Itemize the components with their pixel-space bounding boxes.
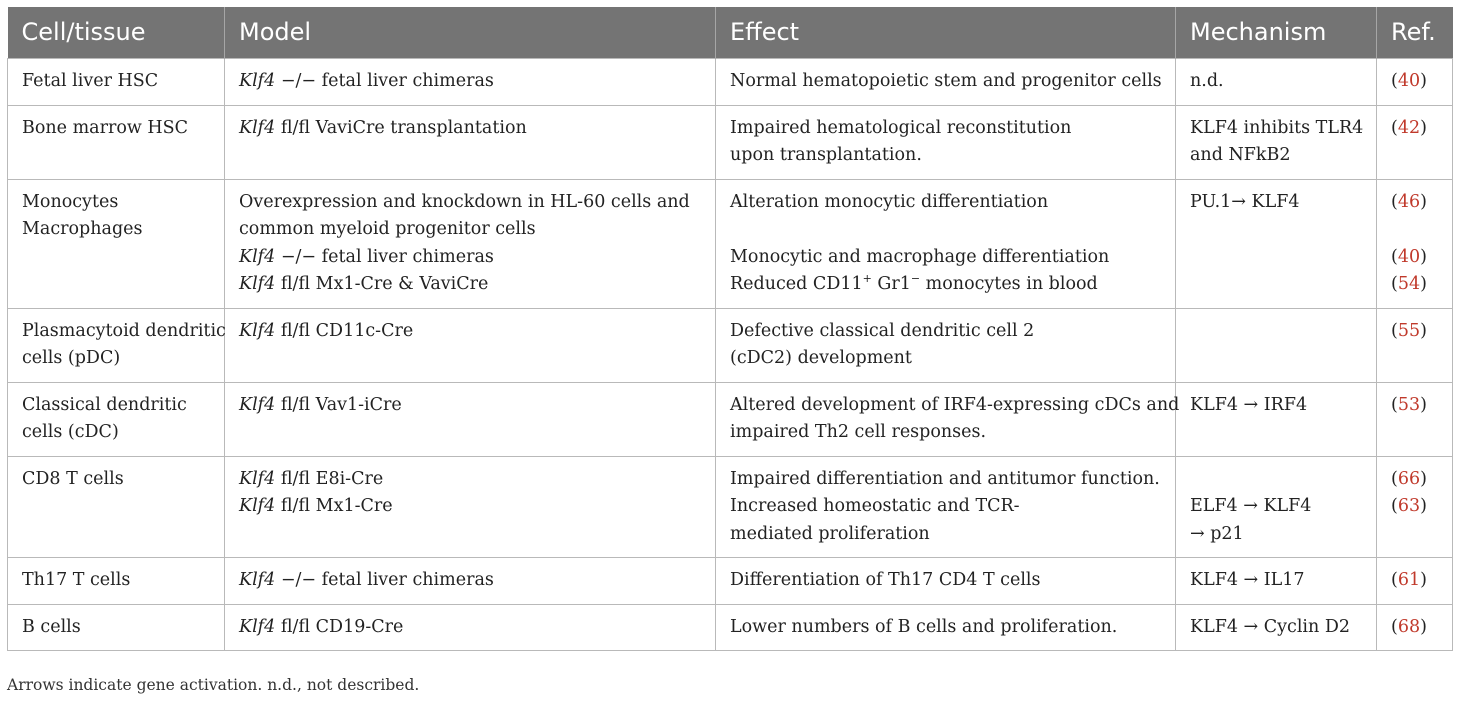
effect-text: Impaired differentiation and antitumor function. — [730, 468, 1160, 489]
effect-cell — [716, 604, 1176, 651]
superscript: − — [910, 272, 921, 286]
mechanism-cell — [1176, 308, 1377, 382]
model-text: fl/fl Mx1-Cre & VaviCre — [275, 274, 489, 294]
effect-text: Normal hematopoietic stem and progenitor cells — [730, 71, 1162, 91]
cell-tissue-cell — [8, 604, 225, 651]
spacer — [1391, 216, 1438, 244]
effect-line — [730, 419, 1161, 447]
mechanism-line: KLF4 → Cyclin D2 — [1190, 616, 1351, 637]
mechanism-line: n.d. — [1190, 71, 1224, 91]
model-text: fl/fl Vav1-iCre — [275, 394, 402, 415]
mechanism-cell — [1176, 382, 1377, 456]
reference-link[interactable]: 40 — [1397, 71, 1421, 91]
mechanism-line: KLF4 inhibits TLR4 — [1190, 117, 1364, 138]
reference-line: (68) — [1391, 616, 1427, 637]
mechanism-line: KLF4 → IRF4 — [1190, 394, 1308, 415]
effect-cell — [716, 179, 1176, 308]
mechanism-cell — [1176, 59, 1377, 106]
cell-tissue-cell — [8, 382, 225, 456]
ref-cell — [1377, 558, 1453, 605]
model-line — [239, 189, 701, 217]
effect-text: Lower numbers of B cells and proliferation. — [730, 616, 1118, 637]
effect-cell — [716, 456, 1176, 558]
effect-text: monocytes in blood — [920, 274, 1098, 294]
model-line — [239, 567, 701, 595]
model-line — [239, 115, 701, 143]
effect-line — [730, 392, 1180, 420]
cell-tissue-cell — [8, 105, 225, 179]
effect-text: Alteration monocytic differentiation — [730, 191, 1049, 212]
gene-name: Klf4 — [239, 394, 276, 415]
effect-line — [730, 493, 1161, 521]
effect-cell — [716, 558, 1176, 605]
effect-text: Gr1 — [871, 274, 911, 294]
model-text: Overexpression and knockdown in HL-60 cells and — [239, 191, 690, 212]
table-row — [8, 558, 1453, 605]
spacer — [730, 216, 1161, 244]
reference-line: (40) — [1391, 71, 1427, 91]
model-text: fl/fl VaviCre transplantation — [275, 117, 527, 138]
model-text: fl/fl Mx1-Cre — [275, 496, 393, 516]
table-row — [8, 382, 1453, 456]
model-cell — [225, 105, 716, 179]
reference-link[interactable]: 68 — [1397, 616, 1421, 637]
spacer — [1190, 466, 1362, 494]
cell-tissue-line: Classical dendritic — [22, 394, 187, 415]
header-cell-tissue: Cell/tissue — [8, 7, 225, 59]
reference-link[interactable]: 46 — [1397, 191, 1421, 212]
effect-text: Reduced CD11 — [730, 274, 863, 294]
cell-tissue-line: B cells — [22, 616, 81, 637]
effect-text: Differentiation of Th17 CD4 T cells — [730, 570, 1041, 590]
gene-name: Klf4 — [239, 246, 276, 267]
cell-tissue-line: cells (cDC) — [22, 422, 119, 442]
effect-text: Altered development of IRF4-expressing cDCs and — [730, 394, 1180, 415]
gene-name: Klf4 — [239, 274, 276, 294]
gene-name: Klf4 — [239, 71, 276, 91]
ref-cell — [1377, 382, 1453, 456]
cell-tissue-line: cells (pDC) — [22, 348, 121, 368]
knockout-table — [7, 7, 1453, 651]
reference-line: (42) — [1391, 117, 1427, 138]
effect-line — [730, 521, 1161, 549]
reference-link[interactable]: 66 — [1397, 468, 1421, 489]
effect-line — [730, 614, 1161, 642]
model-text: −/− fetal liver chimeras — [275, 246, 494, 267]
header-mechanism: Mechanism — [1176, 7, 1377, 59]
reference-link[interactable]: 61 — [1397, 570, 1421, 590]
ref-cell — [1377, 59, 1453, 106]
effect-line — [730, 142, 1161, 170]
mechanism-cell — [1176, 604, 1377, 651]
header-ref: Ref. — [1377, 7, 1453, 59]
effect-text: Monocytic and macrophage differentiation — [730, 246, 1110, 267]
reference-link[interactable]: 55 — [1397, 320, 1421, 341]
effect-text: Defective classical dendritic cell 2 — [730, 320, 1035, 341]
header-model: Model — [225, 7, 716, 59]
model-text: fl/fl CD11c-Cre — [275, 320, 414, 341]
gene-name: Klf4 — [239, 496, 276, 516]
effect-line — [730, 189, 1161, 217]
model-line — [239, 318, 701, 346]
cell-tissue-cell — [8, 179, 225, 308]
model-cell — [225, 558, 716, 605]
gene-name: Klf4 — [239, 320, 276, 341]
model-line — [239, 216, 701, 244]
ref-cell — [1377, 456, 1453, 558]
model-line — [239, 614, 701, 642]
mechanism-line: → p21 — [1190, 523, 1244, 544]
ref-cell — [1377, 179, 1453, 308]
mechanism-line: KLF4 → IL17 — [1190, 570, 1305, 590]
reference-line: (46) — [1391, 191, 1427, 212]
header-row — [8, 7, 1453, 59]
cell-tissue-cell — [8, 308, 225, 382]
mechanism-cell — [1176, 558, 1377, 605]
model-line — [239, 493, 701, 521]
cell-tissue-line: Plasmacytoid dendritic — [22, 320, 226, 341]
effect-text: mediated proliferation — [730, 523, 930, 544]
table-row — [8, 456, 1453, 558]
cell-tissue-line: Monocytes — [22, 191, 119, 212]
effect-line — [730, 345, 1161, 373]
effect-line — [730, 466, 1161, 494]
effect-line — [730, 271, 1161, 299]
mechanism-cell — [1176, 179, 1377, 308]
cell-tissue-line: Macrophages — [22, 219, 143, 239]
mechanism-cell — [1176, 105, 1377, 179]
model-line — [239, 244, 701, 272]
cell-tissue-cell — [8, 456, 225, 558]
effect-line — [730, 567, 1161, 595]
cell-tissue-line: Fetal liver HSC — [22, 71, 159, 91]
model-cell — [225, 456, 716, 558]
header-effect: Effect — [716, 7, 1176, 59]
ref-cell — [1377, 308, 1453, 382]
mechanism-line: PU.1→ KLF4 — [1190, 191, 1300, 212]
gene-name: Klf4 — [239, 117, 276, 138]
reference-line: (61) — [1391, 570, 1427, 590]
mechanism-line: and NFkB2 — [1190, 145, 1291, 165]
gene-name: Klf4 — [239, 616, 276, 637]
effect-cell — [716, 105, 1176, 179]
reference-line: (54) — [1391, 274, 1427, 294]
model-cell — [225, 604, 716, 651]
effect-text: Impaired hematological reconstitution — [730, 117, 1072, 138]
effect-cell — [716, 59, 1176, 106]
model-text: fl/fl E8i-Cre — [275, 468, 384, 489]
reference-link[interactable]: 40 — [1397, 246, 1421, 267]
reference-line: (66) — [1391, 468, 1427, 489]
effect-text: impaired Th2 cell responses. — [730, 422, 987, 442]
reference-link[interactable]: 42 — [1397, 117, 1421, 138]
table-footnote: Arrows indicate gene activation. n.d., not described. — [7, 676, 420, 694]
model-text: common myeloid progenitor cells — [239, 219, 536, 239]
reference-link[interactable]: 54 — [1397, 274, 1421, 294]
table-row — [8, 604, 1453, 651]
table-body — [8, 59, 1453, 651]
effect-line — [730, 318, 1161, 346]
table-row — [8, 179, 1453, 308]
gene-name: Klf4 — [239, 468, 276, 489]
table-row — [8, 308, 1453, 382]
model-text: −/− fetal liver chimeras — [275, 570, 494, 590]
effect-cell — [716, 382, 1180, 456]
effect-text: upon transplantation. — [730, 145, 922, 165]
model-cell — [225, 59, 716, 106]
mechanism-cell — [1176, 456, 1377, 558]
effect-line — [730, 68, 1161, 96]
reference-line: (55) — [1391, 320, 1427, 341]
cell-tissue-line: Th17 T cells — [22, 570, 131, 590]
effect-line — [730, 244, 1161, 272]
model-line — [239, 68, 701, 96]
reference-line: (40) — [1391, 246, 1427, 267]
effect-text: (cDC2) development — [730, 348, 912, 368]
superscript: + — [862, 272, 872, 286]
reference-link[interactable]: 53 — [1397, 394, 1421, 415]
model-cell — [225, 179, 716, 308]
model-cell — [225, 382, 716, 456]
table-row — [8, 105, 1453, 179]
reference-line: (63) — [1391, 496, 1427, 516]
cell-tissue-cell — [8, 59, 225, 106]
model-line — [239, 466, 701, 494]
model-line — [239, 271, 701, 299]
reference-line: (53) — [1391, 394, 1427, 415]
effect-line — [730, 115, 1161, 143]
table-row — [8, 59, 1453, 106]
ref-cell — [1377, 105, 1453, 179]
cell-tissue-cell — [8, 558, 225, 605]
gene-name: Klf4 — [239, 570, 276, 590]
model-text: −/− fetal liver chimeras — [275, 71, 494, 91]
ref-cell — [1377, 604, 1453, 651]
effect-cell — [716, 308, 1176, 382]
reference-link[interactable]: 63 — [1397, 496, 1421, 516]
model-text: fl/fl CD19-Cre — [275, 616, 404, 637]
mechanism-line: ELF4 → KLF4 — [1190, 496, 1312, 516]
cell-tissue-line: Bone marrow HSC — [22, 117, 189, 138]
cell-tissue-line: CD8 T cells — [22, 468, 124, 489]
model-line — [239, 392, 701, 420]
effect-text: Increased homeostatic and TCR- — [730, 496, 1020, 516]
model-cell — [225, 308, 716, 382]
